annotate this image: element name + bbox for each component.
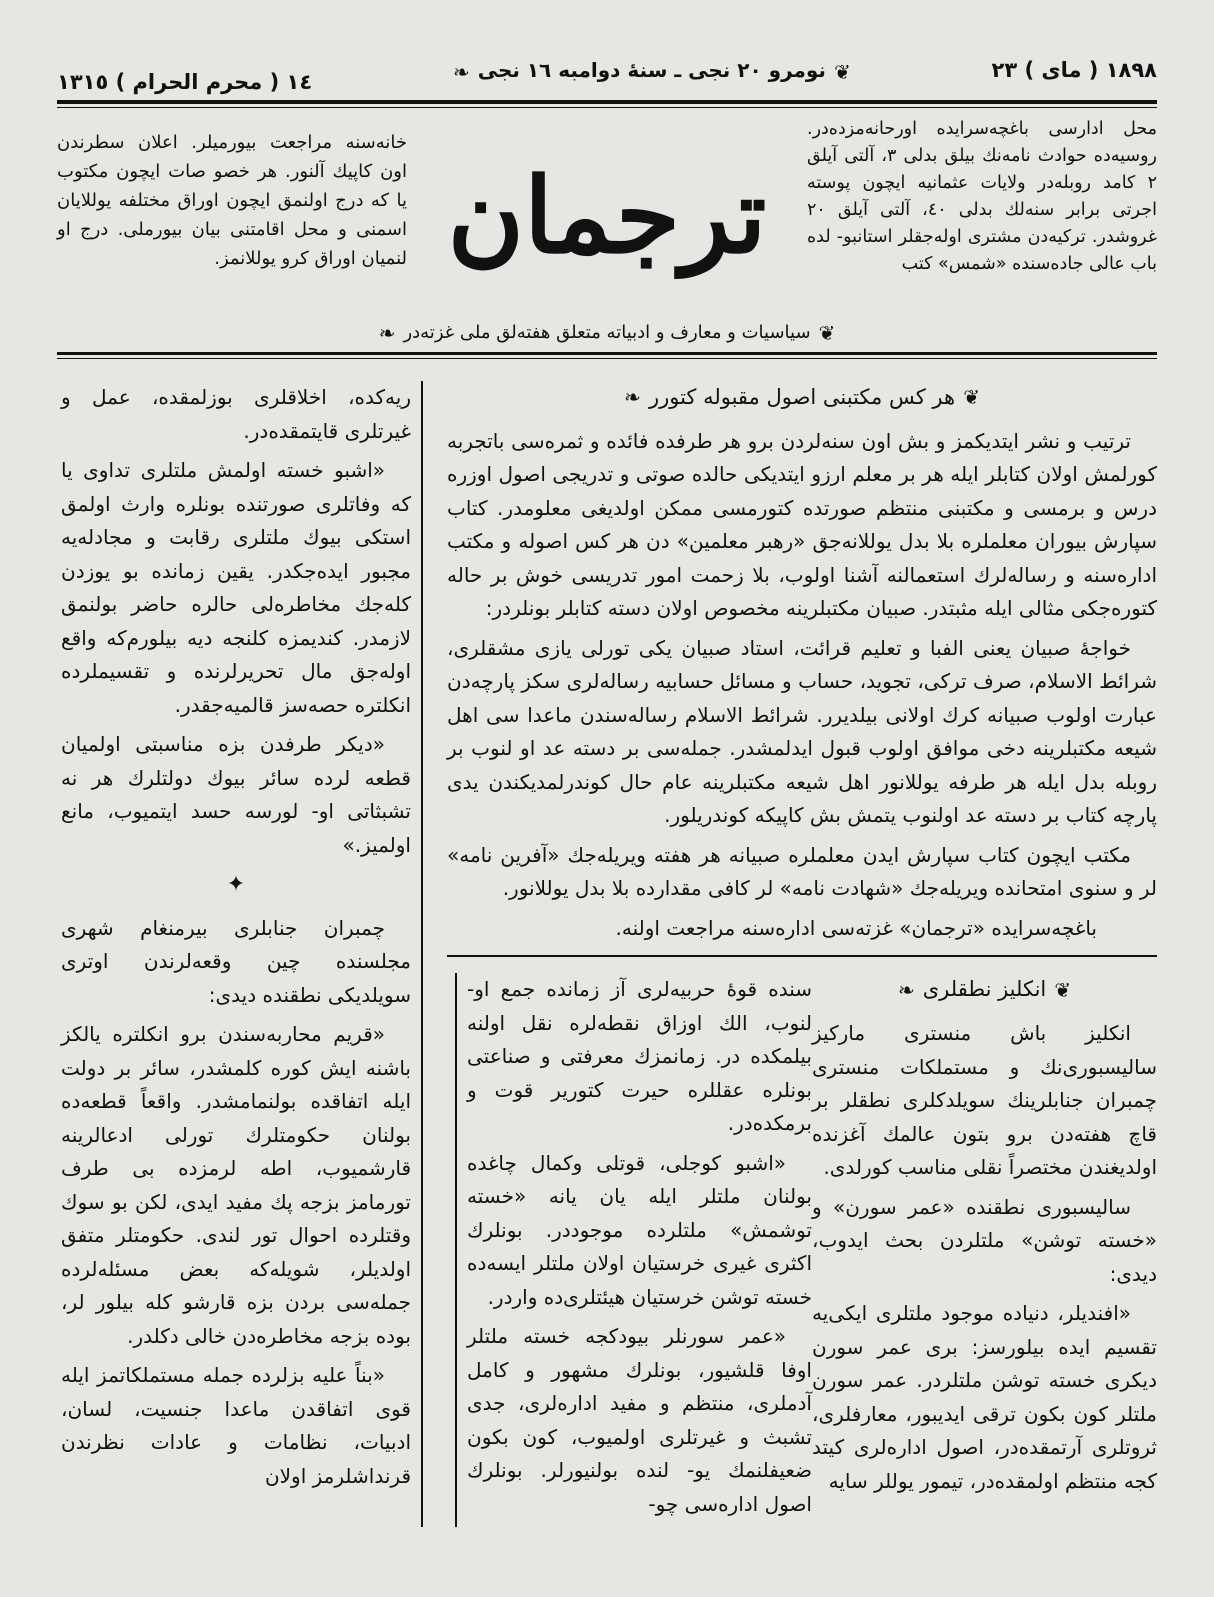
paragraph: «قریم محاربه‌سندن برو انکلتره یالکز باشنه ایش کوره کلمشدر، سائر بر دولت ایله اتفاقده بولنمامشدر. واقعاً قطعه‌ده بولنان حکومتلرك تورلی ادعالرینه قارشمیوب، اطه لرمزده بی طرف تورمامز بزجه پك مفید ایدی، لکن بو سوك وقتلرده احوال تور لندی. حکومتلر متفق اولدیلر، شویله‌که بعض مسئله‌لرده جمله‌سی بردن بزه قارشو کله بیلور لر، بوده بزجه مخاطره‌دن خالی دکلدر.: [61, 1022, 411, 1348]
right-column: [812, 973, 1157, 1527]
paragraph: ترتیب و نشر ایتدیکمز و بش اون سنه‌لردن برو هر طرفده فائده و ثمره‌سی باتجربه کورلمش اولان کتابلر ایله هر بر معلم ارزو ایتدیکی حالده صوتی و تدریجی اصول اوزره درس و برمسی و مکتبنی منتظم صورتده کتورمسی ممکن اولدیغی معلومدر. کتاب سپارش بیوران معلملره بلا بدل یوللانه‌جق «رهبر معلمین» دن هر کس اصوله و مکتب اداره‌سنه و رساله‌لرك استعمالنه آشنا اولوب، بلا زحمت امور تدریسی خوش بر حاله کتوره‌جکی مثالی ایله مثبتدر. صبیان مکتبلرینه مخصوص اولان دسته کتابلر بونلردر:: [447, 428, 1157, 621]
paragraph: ریه‌کده، اخلاقلری بوزلمقده، عمل و غیرتلری قایتمقده‌در.: [61, 385, 411, 443]
advertising-notice: خانه‌سنه مراجعت بیورمیلر. اعلان سطرندن اون کاپیك آلنور. هر خصو صات ایچون مکتوب یا که درج اولنمق ایچون اوراق مختلفه یوللایان اسمنی و محل اقامتنی بیان بیورملی. درج او لنمیان اوراق کرو یوللانمز.: [57, 132, 407, 269]
newspaper-page: [57, 0, 1157, 1527]
ornament-icon: ❦: [1054, 977, 1072, 1002]
paragraph: چمبران جنابلری بیرمنغام شهری مجلسنده چین وقعه‌لرندن اوتری سویلدیکی نطقنده دیدی:: [61, 915, 411, 1007]
lower-columns: [447, 973, 1157, 1527]
header-line: [57, 58, 1157, 94]
right-area: [433, 381, 1157, 1527]
subtitle: [57, 320, 1157, 346]
ornament-icon: ❦: [833, 59, 851, 84]
newspaper-logo: ترجمان: [447, 154, 767, 277]
article-schools: [447, 381, 1157, 945]
masthead-rule: [57, 352, 1157, 355]
middle-column: [455, 973, 812, 1527]
paragraph: «اشبو کوجلی، قوتلی وکمال چاغده بولنان ملتلر ایله یان یانه «خسته توشمش» ملتلرده موجوددر. بونلرك اکثری غیری خرستیان اولان ملتلر ایسه‌ده خسته توشن خرستیان هیئتلری‌ده واردر.: [467, 1150, 812, 1309]
paragraph: مکتب ایچون کتاب سپارش ایدن معلملره صبیانه هر هفته ویریله‌جك «آفرین نامه» لر و سنوی امتحانده ویریله‌جك «شهادت نامه» لر کافی مقدارده بلا بدل یوللانور.: [447, 842, 1157, 901]
paragraph: «عمر سورنلر بیودکجه خسته ملتلر اوفا قلشیور، بونلرك مشهور و کامل آدملری، منتظم و مفید اداره‌لری، جدی تشبث و غیرتلری اولمیوب، کون بکون ضعیفلنمك یو- لنده بولنیورلر. بونلرك اصول اداره‌سی چو-: [467, 1324, 812, 1516]
section-rule: [447, 955, 1157, 957]
paragraph: «اشبو خسته اولمش ملتلری تداوی یا که وفاتلری صورتنده بونلره وارث اولمق استکی بیوك ملتلری رقابت و مجادله‌یه مجبور ایده‌جکدر. یقین زمانده بو یوزدن کله‌جك مخاطره‌لی حالره حاضر بولنمق لازمدر. کندیمزه کلنجه دیه بیلورم‌که واقع اوله‌جق مال تحریرلرنده و تقسیملرده انکلتره حصه‌سز قالمیه‌جقدر.: [61, 458, 411, 717]
ornament-icon: ❦: [818, 321, 836, 345]
paragraph: «بناً علیه بزلرده جمله مستملکاتمز ایله قوی اتفاقدن ماعدا جنسیت، لسان، ادبیات، نظامات و عادات نظرندن قرنداشلرمز اولان: [61, 1363, 411, 1488]
article-title-text: هر کس مکتبنی اصول مقبوله کتورر: [648, 385, 956, 409]
page-body: [57, 381, 1157, 1527]
paragraph: سالیسبوری نطقنده «عمر سورن» و «خسته توشن» ملتلردن بحث ایدوب، دیدی:: [812, 1194, 1157, 1286]
masthead: [57, 116, 1157, 316]
article-title: [447, 381, 1157, 415]
subtitle-text: سیاسیات و معارف و ادبیاته متعلق هفته‌لق ملی غزته‌در: [403, 322, 811, 343]
ornament-icon: ❧: [897, 977, 915, 1002]
article-title: [812, 973, 1157, 1007]
paragraph: سنده قوهٔ حربیه‌لری آز زمانده جمع او- لنوب، الك اوزاق نقطه‌لره نقل اولنه بیلمکده در. زمانمزك معرفتی و صناعتی بونلره عقللره حیرت کتوریر قوت و برمکده‌در.: [467, 977, 812, 1136]
date-gregorian: ١٨٩٨ ( مای ) ٢٣: [991, 58, 1157, 82]
paragraph: باغچه‌سرایده «ترجمان» غزته‌سی اداره‌سنه مراجعت اولنه.: [615, 915, 1097, 940]
ornament-icon: ❧: [624, 385, 641, 410]
article-title-text: انکلیز نطقلری: [922, 977, 1047, 1002]
masthead-rule-thin: [57, 358, 1157, 359]
paragraph: «افندیلر، دنیاده موجود ملتلری ایکی‌یه تقسیم ایده بیلورسز: بری عمر سورن دیکری خسته توشن ملتلردر. عمر سورن ملتلر کون بکون ترقی ایدیبور، معارفلری، ثروتلری آرتمقده‌در، اصول اداره‌لری کیتد کجه منتظم اولمقده‌در، تیمور یوللر سایه: [812, 1301, 1157, 1493]
ornament-icon: ❧: [452, 59, 470, 84]
paragraph: «دیکر طرفدن بزه مناسبتی اولمیان قطعه لرده سائر بیوك دولتلرك هر نه تشبثاتی او- لورسه حسد ایتمیوب، مانع اولمیز.»: [61, 732, 411, 857]
subscription-notice: محل ادارسی باغچه‌سرایده اورحانه‌مزده‌در. روسیه‌ده حوادث نامه‌نك بیلق بدلی ٣، آلتی آیلق ٢ کامد روبله‌در ولایات عثمانیه ایچون پوسته اجرتی برابر سنه‌لك بدلی ٤٠، آلتی آیلق ٢٠ غروشدر. ترکیه‌دن مشتری اوله‌جقلر استانبو- لده باب عالی جاده‌سنده «شمس» کتب: [807, 119, 1157, 274]
issue-number: [445, 58, 859, 84]
ornament-icon: ❦: [963, 385, 980, 410]
separator-ornament: ✦: [226, 872, 246, 897]
issue-text: نومرو ٢٠ نجی ـ سنهٔ دوامبه ١٦ نجی: [477, 58, 826, 82]
date-hijri: ١٤ ( محرم الحرام ) ١٣١٥: [57, 70, 313, 94]
left-column: [61, 381, 423, 1527]
paragraph: انکلیز باش منستری مارکیز سالیسبوری‌نك و مستملکات منستری چمبران جنابلرینك سویلدکلری نطقلر بر قاچ هفته‌دن برو بتون عالمك آغزنده اولدیغندن مختصراً نقلی مناسب کورلدی.: [812, 1021, 1157, 1179]
header-rule-thin: [57, 107, 1157, 108]
paragraph: خواجهٔ صبیان یعنی الفبا و تعلیم قرائت، استاد صبیان یکی تورلی یازی مشقلری، شرائط الاسلام، صرف ترکی، تجوید، حساب و مسائل حسابیه رساله‌لری سکز پارچه‌دن عبارت اولوب صبیانه کرك اولانی بیلدیرر. شرائط الاسلام رساله‌سندن ماعدا سی اهل شیعه مکتبلرینه دخی موافق اولوب قبول ایدلمشدر. جمله‌سی بر دسته عد او لنوب بر روبله بدل ایله هر طرفه یوللانور اهل شیعه مکتبلرینه عام حال کوندرلمدیکندن یدی پارچه کتاب بر دسته عد اولنوب یتمش بش کاپیکه کوندریلور.: [447, 635, 1157, 828]
ornament-icon: ❧: [378, 321, 396, 345]
header-rule: [57, 100, 1157, 104]
